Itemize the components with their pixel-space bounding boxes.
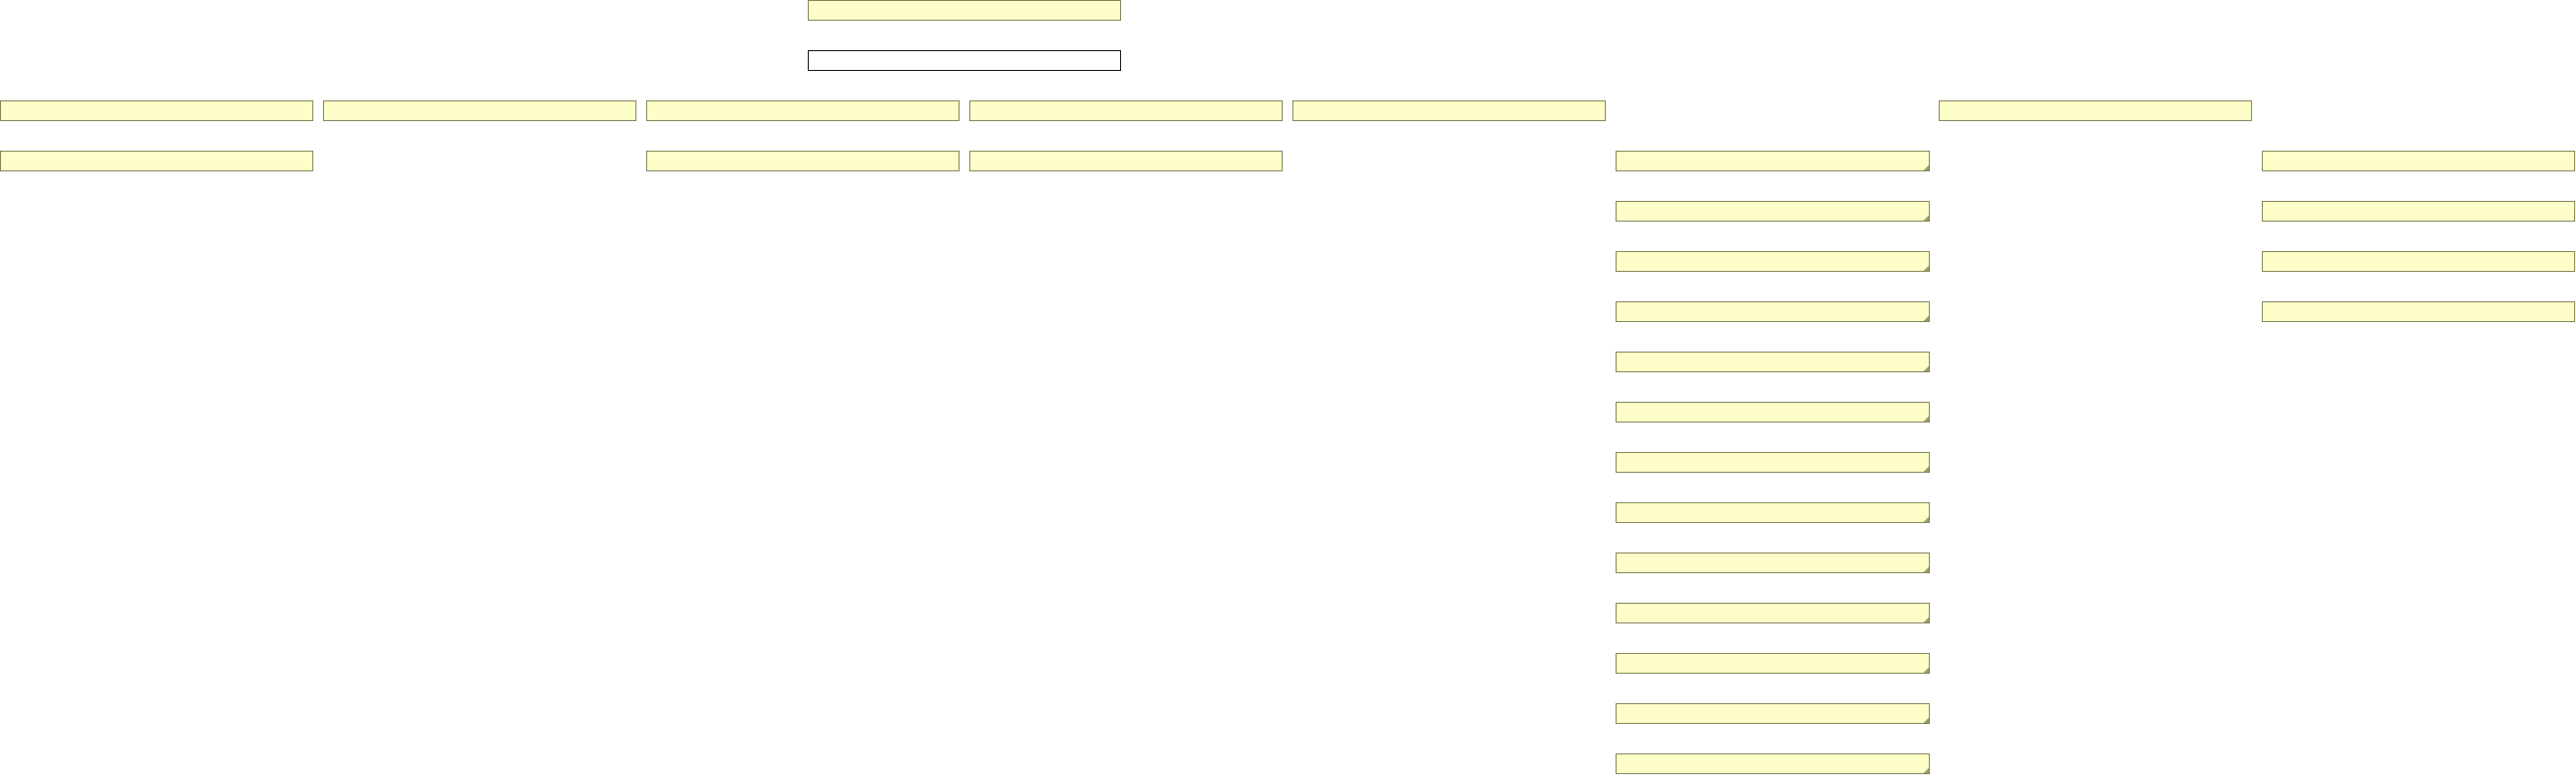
class-node-string-or-terms-impl[interactable] — [1616, 753, 1930, 774]
class-node-member[interactable] — [323, 100, 636, 121]
class-node-rqml-second-class[interactable] — [808, 0, 1121, 21]
class-node-name-impl[interactable] — [646, 151, 959, 171]
class-node-comment[interactable] — [1616, 251, 1930, 272]
class-node-rationale[interactable] — [1616, 502, 1930, 523]
class-node-string-or-terms[interactable] — [1292, 100, 1606, 121]
class-node-textual-data[interactable] — [1616, 653, 1930, 674]
class-node-vision[interactable] — [1616, 703, 1930, 724]
class-node-definition[interactable] — [0, 100, 313, 121]
class-node-precondition[interactable] — [1616, 402, 1930, 422]
class-node-problem[interactable] — [1616, 452, 1930, 473]
class-node-system-response[interactable] — [1616, 603, 1930, 623]
class-node-soi-string-or-terms-impl[interactable] — [2262, 301, 2575, 322]
class-node-description[interactable] — [1616, 301, 1930, 322]
class-node-soi-definition-impl[interactable] — [2262, 151, 2575, 171]
class-node-string-only-impl[interactable] — [1939, 100, 2252, 121]
class-node-postcondition[interactable] — [1616, 352, 1930, 372]
class-node-string-only — [808, 50, 1121, 71]
class-node-actor-action[interactable] — [1616, 201, 1930, 222]
class-node-origin-impl[interactable] — [969, 151, 1283, 171]
class-node-scope[interactable] — [1616, 553, 1930, 573]
class-node-name[interactable] — [646, 100, 959, 121]
class-node-actor[interactable] — [1616, 151, 1930, 171]
class-node-soi-origin-impl[interactable] — [2262, 251, 2575, 272]
class-node-definition-impl[interactable] — [0, 151, 313, 171]
class-node-soi-name-impl[interactable] — [2262, 201, 2575, 222]
class-node-origin[interactable] — [969, 100, 1283, 121]
